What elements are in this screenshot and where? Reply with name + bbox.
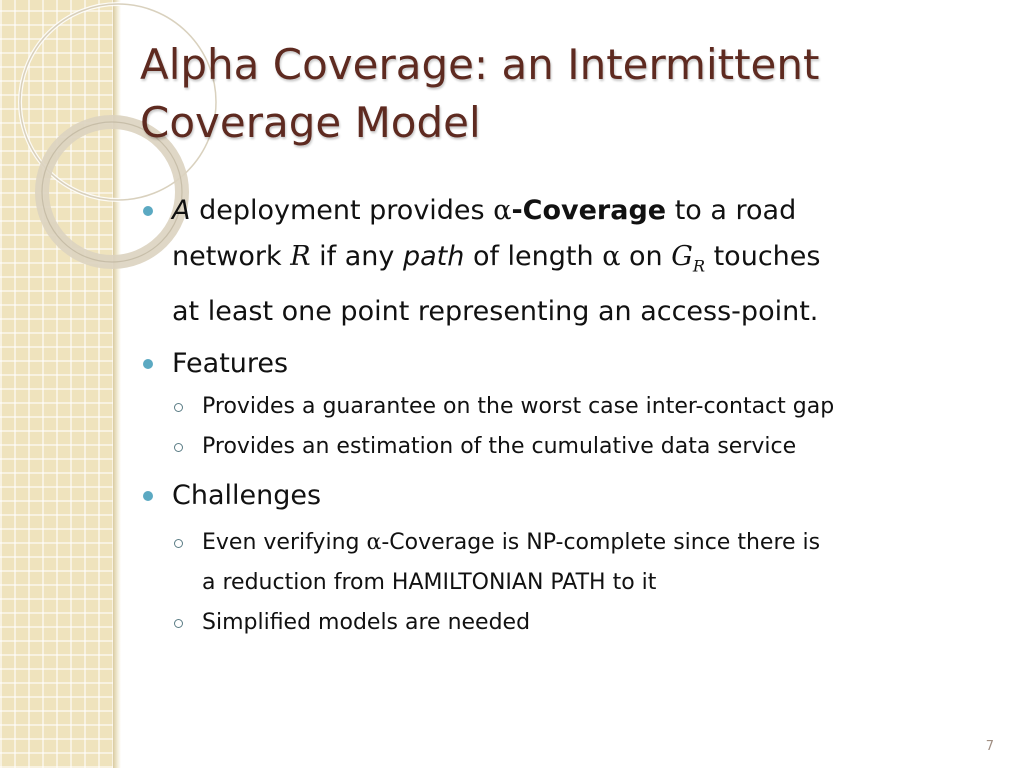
math-subscript-r: R <box>692 256 706 276</box>
term-coverage: -Coverage <box>511 195 667 226</box>
bullet-challenges <box>140 473 1000 519</box>
sub-bullet-challenges-1 <box>140 523 1000 603</box>
text-touches: touches <box>705 241 821 272</box>
title-line-2: Coverage Model <box>140 98 481 147</box>
features-item-1: Provides a guarantee on the worst case inter-contact gap <box>202 394 835 420</box>
features-item-2: Provides an estimation of the cumulative data service <box>202 434 797 460</box>
definition-line-1 <box>172 188 1000 234</box>
challenges-item-2: Simplified models are needed <box>202 610 531 636</box>
sub-bullet-ring-icon <box>174 443 183 452</box>
italic-path: path <box>402 241 465 272</box>
text-to-a-road: to a road <box>666 195 797 226</box>
text-network: network <box>172 241 291 272</box>
title-line-1: Alpha Coverage: an Intermittent <box>140 40 820 89</box>
challenges-item-1-line-1 <box>202 523 1000 563</box>
alpha-symbol: α <box>493 195 512 226</box>
slide-body <box>140 188 1000 643</box>
text-deployment-provides: deployment provides <box>190 195 494 226</box>
math-r: R <box>290 241 311 272</box>
sub-bullet-features-2 <box>140 427 1000 467</box>
bullet-features <box>140 341 1000 387</box>
page-number: 7 <box>985 739 994 754</box>
text-if-any: if any <box>310 241 403 272</box>
sub-bullet-ring-icon <box>174 403 183 412</box>
challenges-label: Challenges <box>172 480 322 512</box>
definition-line-2 <box>172 234 1000 289</box>
alpha-symbol: α <box>366 530 382 556</box>
sub-bullet-ring-icon <box>174 539 183 548</box>
sub-bullet-ring-icon <box>174 619 183 628</box>
bullet-dot-icon <box>143 206 153 216</box>
definition-line-3: at least one point representing an access-point. <box>172 296 819 328</box>
features-label: Features <box>172 348 289 380</box>
math-g: G <box>671 241 693 272</box>
bullet-alpha-coverage-definition <box>140 188 1000 335</box>
slide-title <box>140 36 960 152</box>
italic-a: A <box>172 195 191 226</box>
text-on: on <box>620 241 672 272</box>
challenges-item-1-line-2: a reduction from HAMILTONIAN PATH to it <box>202 570 657 596</box>
text-coverage-np-complete: -Coverage is NP-complete since there is <box>381 530 821 556</box>
text-of-length: of length <box>464 241 603 272</box>
text-even-verifying: Even verifying <box>202 530 367 556</box>
alpha-symbol: α <box>602 241 621 272</box>
bullet-dot-icon <box>143 491 153 501</box>
sub-bullet-features-1 <box>140 387 1000 427</box>
bullet-dot-icon <box>143 359 153 369</box>
sub-bullet-challenges-2 <box>140 603 1000 643</box>
